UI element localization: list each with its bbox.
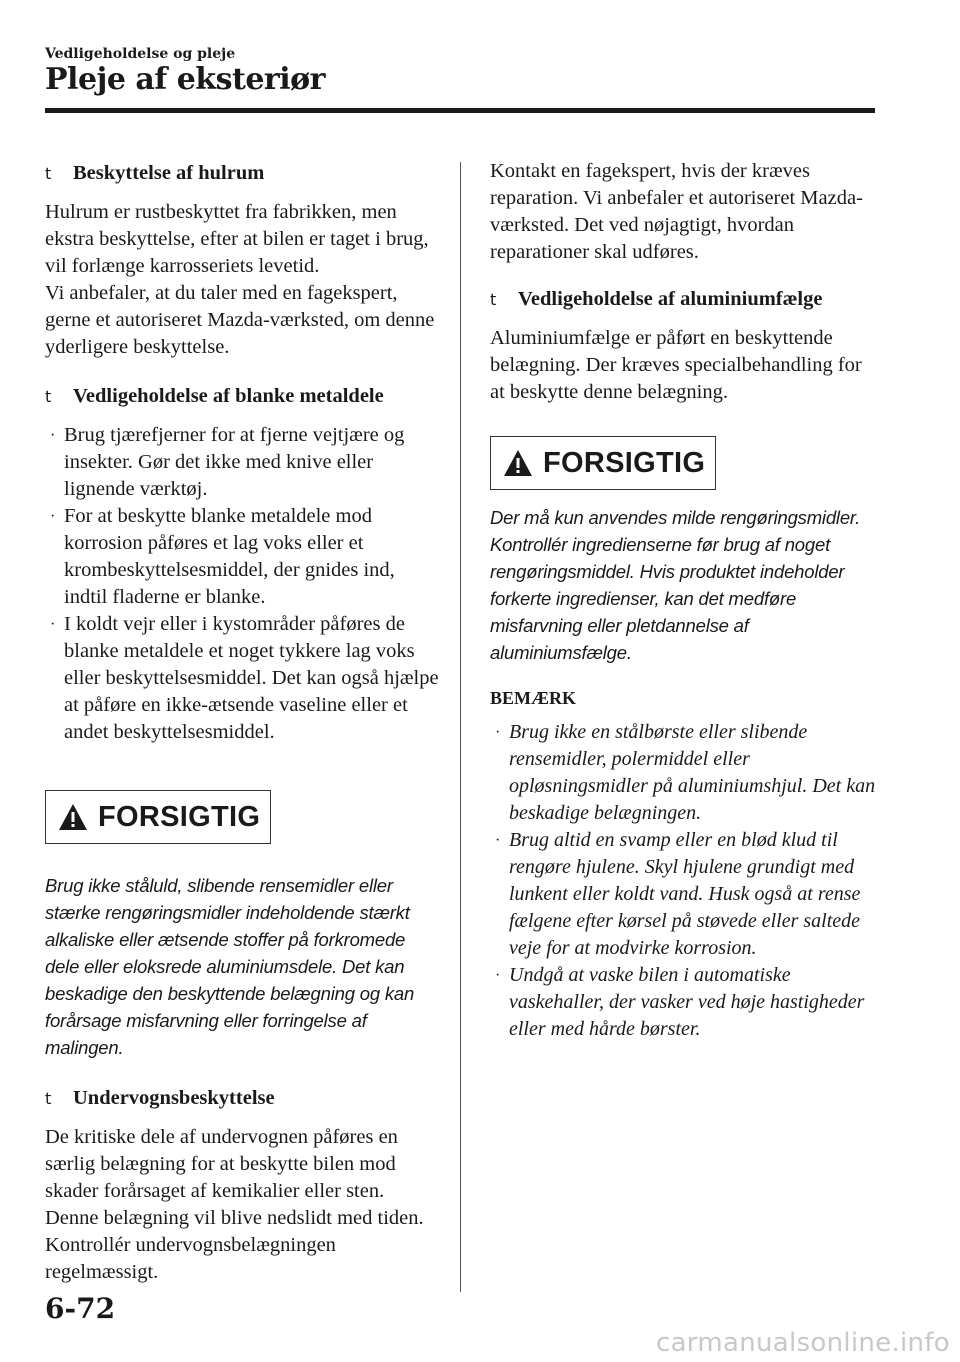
section-bullet-icon: t (45, 387, 52, 406)
list-item: · Brug ikke en stålbørste eller slibende rensemidler, polermiddel eller opløsningsmidler på aluminiumshjul. Det kan beskadige belægningen. (495, 721, 876, 824)
page-number: 6-72 (45, 1292, 116, 1325)
bullet-dot-icon: · (495, 832, 501, 849)
left-column (45, 158, 440, 1298)
breadcrumb: Vedligeholdelse og pleje (45, 46, 236, 62)
caution-label: FORSIGTIG (543, 446, 706, 479)
paragraph: Aluminiumfælge er påført en beskyttende belægning. Der kræves specialbehandling for at beskytte denne belægning. (490, 327, 862, 403)
list-item: · I koldt vejr eller i kystområder påføres de blanke metaldele et noget tykkere lag voks eller beskyttelsesmiddel. Det kan også hjælpe at påføre en ikke-ætsende vaseline eller et andet beskyttelsesmiddel. (50, 613, 439, 743)
warning-icon (58, 803, 88, 831)
bullet-dot-icon: · (50, 508, 56, 525)
section-bullet-icon: t (490, 290, 497, 309)
bullet-dot-icon: · (50, 616, 56, 633)
watermark: carmanualsonline.info (655, 1328, 950, 1358)
bullet-dot-icon: · (495, 724, 501, 741)
bullet-dot-icon: · (50, 427, 56, 444)
paragraph: Vi anbefaler, at du taler med en fagekspert, gerne et autoriseret Mazda-værksted, om denne yderligere beskyttelse. (45, 282, 435, 358)
section-heading-metaldele (45, 381, 440, 412)
column-divider (460, 162, 461, 1292)
section-bullet-icon: t (45, 1089, 52, 1108)
title-rule (45, 108, 875, 113)
bullet-list (45, 422, 440, 746)
section-heading-text: Vedligeholdelse af aluminiumfælge (518, 288, 823, 310)
paragraph: Hulrum er rustbeskyttet fra fabrikken, men ekstra beskyttelse, efter at bilen er taget i brug, vil forlænge karrosseriets levetid. (45, 201, 429, 277)
note-title: BEMÆRK (490, 688, 577, 708)
warning-icon (503, 449, 533, 477)
list-item: · Brug tjærefjerner for at fjerne vejtjære og insekter. Gør det ikke med knive eller lignende værktøj. (50, 424, 405, 500)
list-item: · Undgå at vaske bilen i automatiske vaskehaller, der vasker ved høje hastigheder eller med hårde børster. (495, 964, 865, 1040)
right-column (490, 158, 880, 1043)
caution-box (490, 436, 716, 490)
paragraph: Kontakt en fagekspert, hvis der kræves reparation. Vi anbefaler et autoriseret Mazda-værksted. Det ved nøjagtigt, hvordan reparationer skal udføres. (490, 160, 863, 263)
caution-label: FORSIGTIG (98, 800, 261, 833)
section-heading-hulrum (45, 158, 440, 189)
section-heading-text: Vedligeholdelse af blanke metaldele (73, 385, 384, 407)
caution-text: Brug ikke ståluld, slibende rensemidler eller stærke rengøringsmidler indeholdende stærkt alkaliske eller ætsende stoffer på forkromede dele eller eloksrede aluminiumsdele. Det kan beskadige den beskyttende belægning og kan forårsage misfarvning eller forringelse af malingen. (45, 875, 415, 1058)
section-bullet-icon: t (45, 164, 52, 183)
caution-text: Der må kun anvendes milde rengøringsmidler. Kontrollér ingredienserne før brug af noget rengøringsmiddel. Hvis produktet indeholder forkerte ingredienser, kan det medføre misfarvning eller pletdannelse af aluminiumsfælge. (490, 507, 861, 663)
bullet-dot-icon: · (495, 967, 501, 984)
list-item: · For at beskytte blanke metaldele mod korrosion påføres et lag voks eller et krombeskyttelsesmiddel, der gnides ind, indtil fladerne er blanke. (50, 505, 395, 608)
section-heading-alu (490, 284, 880, 315)
list-item: · Brug altid en svamp eller en blød klud til rengøre hjulene. Skyl hjulene grundigt med lunkent eller koldt vand. Husk også at rense fælgene efter kørsel på støvede eller saltede veje for at modvirke korrosion. (495, 829, 861, 959)
caution-box (45, 790, 271, 844)
section-heading-text: Beskyttelse af hulrum (73, 162, 265, 184)
page-title: Pleje af eksteriør (45, 62, 325, 97)
section-heading-text: Undervognsbeskyttelse (73, 1087, 275, 1109)
note-bullet-list (490, 719, 880, 1043)
section-heading-undervogn (45, 1083, 440, 1114)
paragraph: De kritiske dele af undervognen påføres en særlig belægning for at beskytte bilen mod skader forårsaget af kemikalier eller sten. Denne belægning vil blive nedslidt med tiden. Kontrollér undervognsbelægningen regelmæssigt. (45, 1126, 424, 1283)
